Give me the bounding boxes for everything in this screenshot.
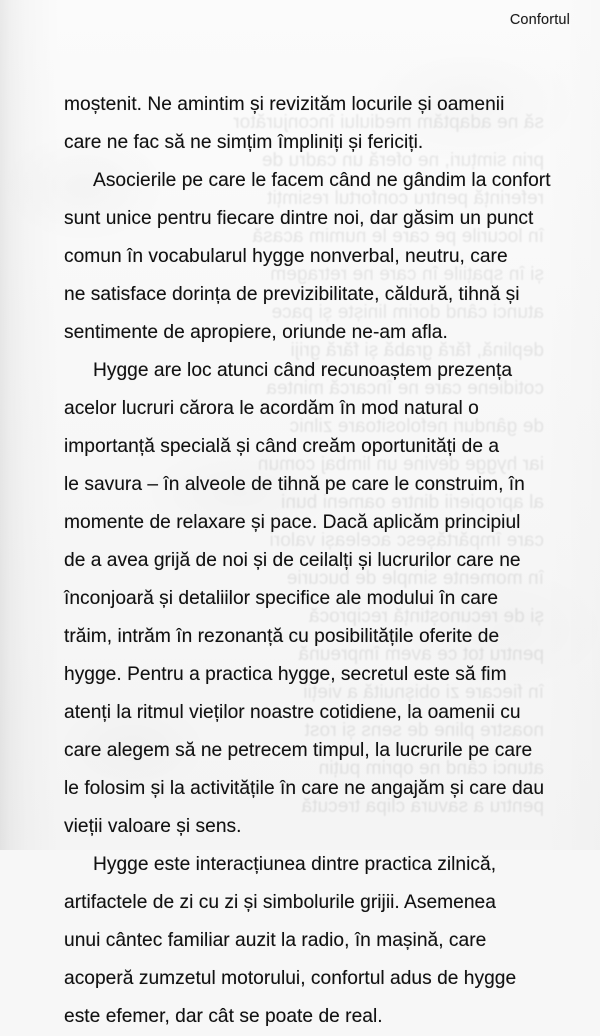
text-line: artifactele de zi cu zi și simbolurile grijii. Asemenea <box>64 892 496 913</box>
text-line: Hygge are loc atunci când recunoaștem prezența <box>93 360 513 381</box>
body-text <box>0 86 600 1036</box>
text-line: comun în vocabularul hygge nonverbal, neutru, care <box>64 246 508 267</box>
text-line: acoperă zumzetul motorului, confortul adus de hygge <box>64 968 517 989</box>
text-line: hygge. Pentru a practica hygge, secretul este să fim <box>64 664 507 685</box>
text-line: vieții valoare și sens. <box>64 816 242 837</box>
text-line: sunt unice pentru fiecare dintre noi, dar găsim un punct <box>64 208 534 229</box>
text-line: unui cântec familiar auzit la radio, în mașină, care <box>64 930 487 951</box>
text-line: momente de relaxare și pace. Dacă aplicăm principiul <box>64 512 521 533</box>
running-head: Confortul <box>509 12 570 28</box>
page-showthrough-texture: să ne adaptăm mediului înconjurător prin simțuri, ne oferă un cadru de referință pentru confortul resimțit în locurile pe care le numim acasă și în spațiile în care ne retragem atunci când dorim liniște și pace deplină, fără grabă și fără griji cotidiene care ne încarcă mintea de gânduri nefolositoare zilnic iar hygge devine un limbaj comun al apropierii dintre oameni buni care împărtășesc aceleași valori în momente simple de bucurie și de recunoștință reciprocă pentru tot ce avem împreună în fiecare zi obișnuită a vieții noastre pline de sens și rost atunci când ne oprim puțin pentru a savura clipa trecută <box>233 112 544 817</box>
text-line: Asocierile pe care le facem când ne gândim la confort <box>93 170 551 191</box>
text-line: este efemer, dar cât se poate de real. <box>64 1006 383 1027</box>
text-line: moștenit. Ne amintim și revizităm locurile și oamenii <box>64 94 505 115</box>
text-line: atenți la ritmul vieților noastre cotidiene, la oamenii cu <box>64 702 521 723</box>
text-line: le savura – în alveole de tihnă pe care le construim, în <box>64 474 525 495</box>
text-line: sentimente de apropiere, oriunde ne-am afla. <box>64 322 448 343</box>
text-line: importanță specială și când creăm oportunități de a <box>64 436 500 457</box>
text-line: care ne fac să ne simțim împliniți și fericiți. <box>64 132 424 153</box>
text-line: ne satisface dorința de previzibilitate, căldură, tihnă și <box>64 284 520 305</box>
text-line: trăim, intrăm în rezonanță cu posibilitățile oferite de <box>64 626 500 647</box>
text-line: care alegem să ne petrecem timpul, la lucrurile pe care <box>64 740 533 761</box>
text-line: Hygge este interacțiunea dintre practica zilnică, <box>93 854 497 875</box>
text-line: înconjoară și detaliilor specifice ale modului în care <box>64 588 499 609</box>
text-line: de a avea grijă de noi și de ceilalți și lucrurilor care ne <box>64 550 521 571</box>
text-line: le folosim și la activitățile în care ne angajăm și care dau <box>64 778 545 799</box>
text-line: acelor lucruri cărora le acordăm în mod natural o <box>64 398 479 419</box>
